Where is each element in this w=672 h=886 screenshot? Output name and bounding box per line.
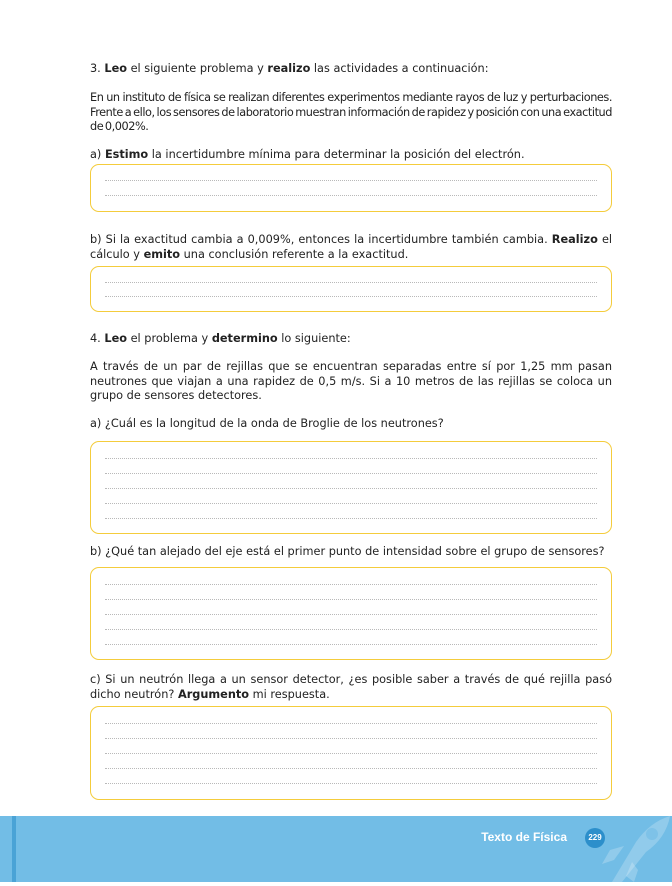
answer-line [105, 783, 597, 784]
q3b-answer-box[interactable] [90, 266, 612, 312]
q3-instruction: 3. Leo el siguiente problema y realizo las actividades a continuación: [90, 62, 489, 75]
q4b-answer-box[interactable] [90, 567, 612, 660]
q4-instruction: 4. Leo el problema y determino lo siguiente: [90, 332, 351, 345]
page-footer [0, 816, 672, 882]
q4c-answer-box[interactable] [90, 706, 612, 800]
answer-line [105, 738, 597, 739]
q4c-prompt: c) Si un neutrón llega a un sensor detector, ¿es posible saber a través de qué rejilla pasó dicho neutrón? Argumento mi respuesta. [90, 673, 612, 701]
answer-line [105, 518, 597, 519]
answer-line [105, 644, 597, 645]
page-number-badge: 229 [585, 828, 605, 848]
answer-line [105, 584, 597, 585]
q3-problem-text: En un instituto de física se realizan diferentes experimentos mediante rayos de luz y perturbaciones. Frente a ello, los sensores de laboratorio muestran información de rapidez y posición con una exactitud de 0,002%. [90, 91, 612, 133]
q4a-answer-box[interactable] [90, 441, 612, 534]
answer-line [105, 629, 597, 630]
answer-line [105, 473, 597, 474]
answer-line [105, 503, 597, 504]
footer-accent-strip [12, 816, 16, 882]
q3a-answer-box[interactable] [90, 164, 612, 212]
q4a-prompt: a) ¿Cuál es la longitud de la onda de Broglie de los neutrones? [90, 417, 444, 430]
answer-line [105, 488, 597, 489]
q3a-prompt: a) Estimo la incertidumbre mínima para determinar la posición del electrón. [90, 148, 525, 161]
answer-line [105, 599, 597, 600]
rocket-icon [592, 816, 672, 882]
q3b-prompt: b) Si la exactitud cambia a 0,009%, entonces la incertidumbre también cambia. Realizo el cálculo y emito una conclusión referente a la exactitud. [90, 233, 613, 261]
answer-line [105, 768, 597, 769]
q4-problem-text: A través de un par de rejillas que se encuentran separadas entre sí por 1,25 mm pasan neutrones que viajan a una rapidez de 0,5 m/s. Si a 10 metros de las rejillas se coloca un grupo de sensores detectores. [90, 360, 612, 402]
answer-line [105, 195, 597, 196]
answer-line [105, 458, 597, 459]
answer-line [105, 180, 597, 181]
answer-line [105, 723, 597, 724]
q4b-prompt: b) ¿Qué tan alejado del eje está el primer punto de intensidad sobre el grupo de sensores? [90, 545, 605, 558]
answer-line [105, 614, 597, 615]
answer-line [105, 282, 597, 283]
answer-line [105, 296, 597, 297]
footer-book-title: Texto de Física [481, 830, 567, 844]
answer-line [105, 753, 597, 754]
